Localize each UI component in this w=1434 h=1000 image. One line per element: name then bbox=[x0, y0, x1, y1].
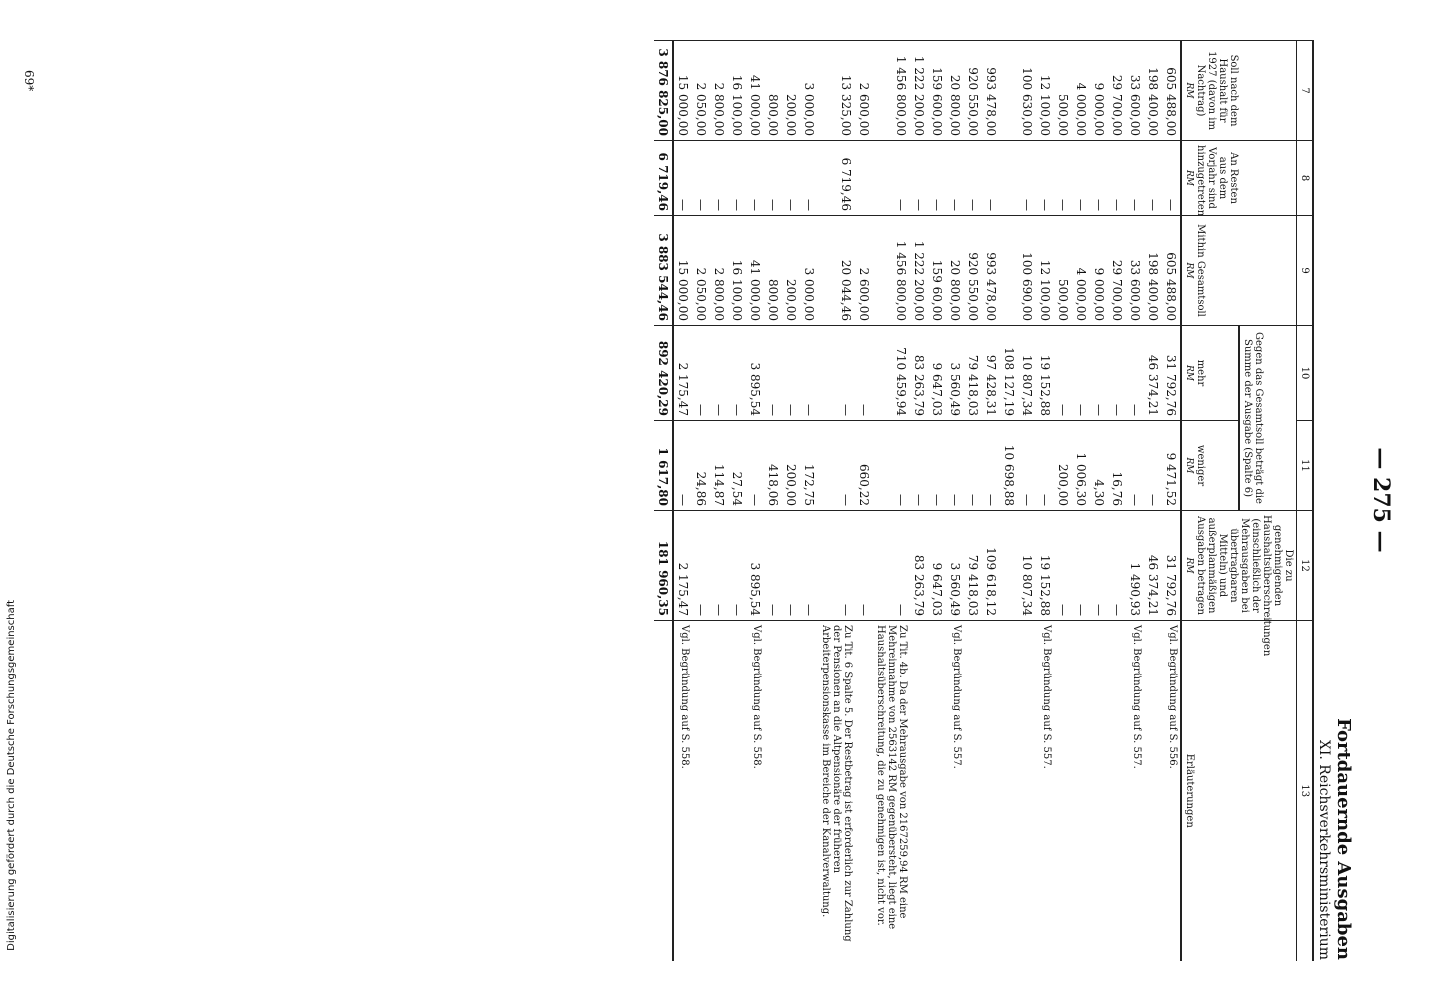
table-row bbox=[800, 41, 818, 961]
table-cell bbox=[1000, 41, 1018, 141]
table-row bbox=[910, 41, 928, 961]
header-weniger: weniger RM bbox=[1181, 421, 1239, 511]
table-cell: — bbox=[1072, 141, 1090, 216]
table-row bbox=[1036, 41, 1054, 961]
table-cell: 605 488,00 bbox=[1162, 216, 1181, 326]
table-cell: 605 488,00 bbox=[1162, 41, 1181, 141]
table-row bbox=[746, 41, 764, 961]
table-cell: 29 700,00 bbox=[1108, 216, 1126, 326]
total-cell: 1 617,80 bbox=[654, 421, 673, 511]
page-signature: 69* bbox=[22, 70, 36, 92]
table-cell: — bbox=[1144, 141, 1162, 216]
table-cell: 29 700,00 bbox=[1108, 41, 1126, 141]
table-cell: 159 600,00 bbox=[928, 41, 946, 141]
section-title: Fortdauernde Ausgaben bbox=[1333, 718, 1354, 960]
table-cell: — bbox=[1108, 511, 1126, 621]
table-cell: 159 60,00 bbox=[928, 216, 946, 326]
table-cell: 41 000,00 bbox=[746, 216, 764, 326]
budget-table bbox=[654, 40, 1314, 961]
table-cell: — bbox=[782, 326, 800, 421]
table-cell: 20 800,00 bbox=[946, 216, 964, 326]
table-cell: 800,00 bbox=[764, 216, 782, 326]
table-row bbox=[1090, 41, 1108, 961]
table-row bbox=[982, 41, 1000, 961]
table-cell: 200,00 bbox=[1054, 421, 1072, 511]
table-cell: — bbox=[764, 511, 782, 621]
table-cell: 9 647,03 bbox=[928, 511, 946, 621]
table-cell: 20 800,00 bbox=[946, 41, 964, 141]
table-cell: 4 000,00 bbox=[1072, 216, 1090, 326]
table-cell: Zu Tit. 4b. Da der Mehrausgabe von 2167259,94 RM eine Mehreinnahme von 2563142 RM gegenübersteht, liegt eine Haushaltsüberschreitung, die zu genehmigen ist, nicht vor. bbox=[873, 621, 910, 961]
table-cell: — bbox=[764, 326, 782, 421]
table-cell bbox=[910, 621, 928, 961]
table-row bbox=[710, 41, 728, 961]
table-cell: 19 152,88 bbox=[1036, 326, 1054, 421]
table-cell: Vgl. Begründung auf S. 557. bbox=[1036, 621, 1054, 961]
header-reste: An Resten aus dem Vorjahr sind hinzugetreten RM bbox=[1181, 141, 1297, 216]
table-cell: 97 428,31 bbox=[982, 326, 1000, 421]
table-cell: 4,30 bbox=[1090, 421, 1108, 511]
table-cell bbox=[1090, 621, 1108, 961]
table-cell: 2 175,47 bbox=[673, 511, 692, 621]
table-cell: 20 044,46 bbox=[818, 216, 855, 326]
table-cell bbox=[1144, 621, 1162, 961]
table-row bbox=[673, 41, 692, 961]
table-cell: — bbox=[1090, 141, 1108, 216]
table-row bbox=[818, 41, 855, 961]
table-cell: — bbox=[710, 141, 728, 216]
table-cell: Vgl. Begründung auf S. 557. bbox=[946, 621, 964, 961]
table-cell: — bbox=[1126, 326, 1144, 421]
page-number: — 275 — bbox=[1368, 447, 1394, 553]
table-cell: Vgl. Begründung auf S. 557. bbox=[1126, 621, 1144, 961]
table-cell: — bbox=[910, 141, 928, 216]
table-cell: — bbox=[873, 141, 910, 216]
table-cell: 4 000,00 bbox=[1072, 41, 1090, 141]
table-cell: — bbox=[818, 511, 855, 621]
table-cell: 660,22 bbox=[855, 421, 873, 511]
table-cell: — bbox=[910, 421, 928, 511]
table-cell: 109 618,12 bbox=[982, 511, 1000, 621]
table-cell: — bbox=[673, 421, 692, 511]
table-cell: — bbox=[1108, 141, 1126, 216]
table-cell: 13 325,00 bbox=[818, 41, 855, 141]
table-cell: — bbox=[818, 421, 855, 511]
table-cell: — bbox=[764, 141, 782, 216]
table-row bbox=[1072, 41, 1090, 961]
table-cell: — bbox=[855, 326, 873, 421]
header-soll: Soll nach dem Haushalt für 1927 (davon im Nachtrag) RM bbox=[1181, 41, 1297, 141]
table-cell: 100 630,00 bbox=[1018, 41, 1036, 141]
table-cell: 19 152,88 bbox=[1036, 511, 1054, 621]
table-cell: — bbox=[1072, 511, 1090, 621]
table-cell: 9 000,00 bbox=[1090, 216, 1108, 326]
table-cell: 198 400,00 bbox=[1144, 216, 1162, 326]
table-cell: 3 560,49 bbox=[946, 326, 964, 421]
table-cell: 993 478,00 bbox=[982, 41, 1000, 141]
table-cell: Vgl. Begründung auf S. 556. bbox=[1162, 621, 1181, 961]
ministry-title: XI. Reichsverkehrsministerium bbox=[1316, 739, 1332, 960]
table-cell: 500,00 bbox=[1054, 41, 1072, 141]
table-row bbox=[1108, 41, 1126, 961]
table-cell: — bbox=[1036, 421, 1054, 511]
table-row bbox=[1144, 41, 1162, 961]
table-cell: 16 100,00 bbox=[728, 216, 746, 326]
table-row bbox=[764, 41, 782, 961]
table-cell: — bbox=[800, 326, 818, 421]
table-row bbox=[1126, 41, 1144, 961]
table-cell bbox=[928, 621, 946, 961]
table-cell: — bbox=[873, 421, 910, 511]
column-number: 7 bbox=[1297, 41, 1314, 141]
table-cell: — bbox=[728, 326, 746, 421]
table-cell: 2 050,00 bbox=[692, 216, 710, 326]
table-cell: 3 895,54 bbox=[746, 326, 764, 421]
table-cell: — bbox=[1054, 511, 1072, 621]
table-cell: — bbox=[1072, 326, 1090, 421]
table-cell: — bbox=[728, 141, 746, 216]
table-cell bbox=[855, 141, 873, 216]
table-cell: 172,75 bbox=[800, 421, 818, 511]
table-cell: — bbox=[946, 421, 964, 511]
table-cell: 41 000,00 bbox=[746, 41, 764, 141]
table-row bbox=[873, 41, 910, 961]
table-cell bbox=[855, 621, 873, 961]
table-cell bbox=[692, 621, 710, 961]
table-cell: 920 550,00 bbox=[964, 41, 982, 141]
header-mehr: mehr RM bbox=[1181, 326, 1239, 421]
table-cell bbox=[1108, 621, 1126, 961]
table-cell: — bbox=[746, 141, 764, 216]
table-cell: 100 690,00 bbox=[1018, 216, 1036, 326]
table-cell: 31 792,76 bbox=[1162, 511, 1181, 621]
table-cell: 200,00 bbox=[782, 421, 800, 511]
table-cell: — bbox=[855, 511, 873, 621]
table-cell: 24,86 bbox=[692, 421, 710, 511]
table-cell bbox=[1000, 216, 1018, 326]
table-cell bbox=[1000, 511, 1018, 621]
table-cell: 200,00 bbox=[782, 216, 800, 326]
table-cell: — bbox=[928, 141, 946, 216]
table-cell: — bbox=[1090, 511, 1108, 621]
column-number: 9 bbox=[1297, 216, 1314, 326]
table-cell: 10 807,34 bbox=[1018, 511, 1036, 621]
table-cell: 920 550,00 bbox=[964, 216, 982, 326]
table-cell: — bbox=[1018, 421, 1036, 511]
table-cell: 1 490,93 bbox=[1126, 511, 1144, 621]
table-cell: 198 400,00 bbox=[1144, 41, 1162, 141]
table-cell: 500,00 bbox=[1054, 216, 1072, 326]
header-ueberschreitungen: Die zu genehmigenden Haushaltsüberschreitungen (einschließlich der Mehrausgaben bei übertragbaren Mitteln) und außerplanmäßigen Ausgaben betragen RM bbox=[1181, 511, 1297, 621]
table-cell: 83 263,79 bbox=[910, 326, 928, 421]
table-cell: — bbox=[692, 511, 710, 621]
table-row bbox=[855, 41, 873, 961]
table-cell: — bbox=[1054, 141, 1072, 216]
table-row bbox=[782, 41, 800, 961]
table-cell: 33 600,00 bbox=[1126, 41, 1144, 141]
table-cell: 2 800,00 bbox=[710, 216, 728, 326]
table-cell: — bbox=[946, 141, 964, 216]
table-cell: — bbox=[964, 141, 982, 216]
table-cell: 9 471,52 bbox=[1162, 421, 1181, 511]
table-cell: 2 050,00 bbox=[692, 41, 710, 141]
table-cell: 3 895,54 bbox=[746, 511, 764, 621]
table-cell bbox=[782, 621, 800, 961]
table-cell: 31 792,76 bbox=[1162, 326, 1181, 421]
table-row bbox=[1000, 41, 1018, 961]
table-cell: 418,06 bbox=[764, 421, 782, 511]
table-cell: — bbox=[1090, 326, 1108, 421]
table-cell: 1 456 800,00 bbox=[873, 41, 910, 141]
table-cell bbox=[1000, 141, 1018, 216]
table-body bbox=[673, 41, 1181, 961]
table-cell: — bbox=[692, 141, 710, 216]
table-cell: — bbox=[800, 511, 818, 621]
table-cell: 12 100,00 bbox=[1036, 216, 1054, 326]
table-cell: 83 263,79 bbox=[910, 511, 928, 621]
table-cell: — bbox=[982, 421, 1000, 511]
table-cell bbox=[964, 621, 982, 961]
table-cell: 1 006,30 bbox=[1072, 421, 1090, 511]
table-cell: 200,00 bbox=[782, 41, 800, 141]
table-cell: — bbox=[1036, 141, 1054, 216]
total-cell: 892 420,29 bbox=[654, 326, 673, 421]
table-row bbox=[1054, 41, 1072, 961]
table-cell: 46 374,21 bbox=[1144, 511, 1162, 621]
table-cell bbox=[728, 621, 746, 961]
table-cell: — bbox=[964, 421, 982, 511]
table-cell: 1 222 200,00 bbox=[910, 41, 928, 141]
table-cell: — bbox=[746, 421, 764, 511]
table-cell: 16 100,00 bbox=[728, 41, 746, 141]
table-cell: 6 719,46 bbox=[818, 141, 855, 216]
column-number: 10 bbox=[1297, 326, 1314, 421]
table-cell: — bbox=[928, 421, 946, 511]
table-cell: 993 478,00 bbox=[982, 216, 1000, 326]
header-gesamtsoll: Mithin Gesamtsoll RM bbox=[1181, 216, 1297, 326]
table-cell: 114,87 bbox=[710, 421, 728, 511]
table-cell: 1 456 800,00 bbox=[873, 216, 910, 326]
total-cell: 3 883 544,46 bbox=[654, 216, 673, 326]
table-cell: Zu Tit. 6 Spalte 5. Der Restbetrag ist erforderlich zur Zahlung der Pensionen an die Altpensionäre der früheren Arbeiterpensionskasse im Bereiche der Kanalverwaltung. bbox=[818, 621, 855, 961]
table-cell bbox=[982, 621, 1000, 961]
column-number: 8 bbox=[1297, 141, 1314, 216]
table-cell: 33 600,00 bbox=[1126, 216, 1144, 326]
total-row bbox=[654, 41, 673, 961]
table-cell bbox=[800, 621, 818, 961]
table-cell bbox=[1054, 621, 1072, 961]
table-cell: 46 374,21 bbox=[1144, 326, 1162, 421]
table-cell bbox=[1072, 621, 1090, 961]
table-cell: — bbox=[728, 511, 746, 621]
table-cell: — bbox=[1054, 326, 1072, 421]
digitization-note: Digitalisierung gefördert durch die Deutsche Forschungsgemeinschaft bbox=[6, 600, 17, 951]
header-difference-group: Gegen das Gesamtsoll beträgt die Summe der Ausgabe (Spalte 6) bbox=[1239, 326, 1296, 511]
table-cell: 800,00 bbox=[764, 41, 782, 141]
table-cell: 16,76 bbox=[1108, 421, 1126, 511]
header-erlaeuterungen: Erläuterungen bbox=[1181, 621, 1297, 961]
table-cell: 3 000,00 bbox=[800, 41, 818, 141]
table-cell: 710 459,94 bbox=[873, 326, 910, 421]
table-cell: 3 560,49 bbox=[946, 511, 964, 621]
table-cell: 2 175,47 bbox=[673, 326, 692, 421]
table-row bbox=[946, 41, 964, 961]
table-row bbox=[728, 41, 746, 961]
table-cell: 2 600,00 bbox=[855, 216, 873, 326]
table-cell: 27,54 bbox=[728, 421, 746, 511]
table-cell: — bbox=[1018, 141, 1036, 216]
table-cell: — bbox=[1108, 326, 1126, 421]
table-cell: — bbox=[1126, 421, 1144, 511]
table-cell: — bbox=[873, 511, 910, 621]
table-cell: 12 100,00 bbox=[1036, 41, 1054, 141]
total-cell: 6 719,46 bbox=[654, 141, 673, 216]
table-row bbox=[1018, 41, 1036, 961]
table-cell: 9 000,00 bbox=[1090, 41, 1108, 141]
column-number: 11 bbox=[1297, 421, 1314, 511]
table-row bbox=[964, 41, 982, 961]
table-cell: — bbox=[710, 511, 728, 621]
total-cell: 181 960,35 bbox=[654, 511, 673, 621]
table-cell: — bbox=[1126, 141, 1144, 216]
table-cell: 15 000,00 bbox=[673, 216, 692, 326]
table-cell: 15 000,00 bbox=[673, 41, 692, 141]
table-row bbox=[1162, 41, 1181, 961]
header-group-row bbox=[1239, 41, 1296, 961]
total-cell bbox=[654, 621, 673, 961]
table-cell: 1 222 200,00 bbox=[910, 216, 928, 326]
table-cell: — bbox=[692, 326, 710, 421]
table-cell: — bbox=[782, 141, 800, 216]
table-cell: 3 000,00 bbox=[800, 216, 818, 326]
table-cell: 79 418,03 bbox=[964, 326, 982, 421]
table-cell bbox=[764, 621, 782, 961]
table-cell: 2 600,00 bbox=[855, 41, 873, 141]
table-cell: — bbox=[673, 141, 692, 216]
column-number: 12 bbox=[1297, 511, 1314, 621]
table-row bbox=[928, 41, 946, 961]
table-cell bbox=[710, 621, 728, 961]
table-cell: 10 698,88 bbox=[1000, 421, 1018, 511]
table-cell: 2 800,00 bbox=[710, 41, 728, 141]
column-number: 13 bbox=[1297, 621, 1314, 961]
table-cell: Vgl. Begründung auf S. 558. bbox=[673, 621, 692, 961]
table-cell: 10 807,34 bbox=[1018, 326, 1036, 421]
table-cell: — bbox=[710, 326, 728, 421]
table-cell: — bbox=[782, 511, 800, 621]
table-cell: 108 127,19 bbox=[1000, 326, 1018, 421]
table-cell bbox=[1018, 621, 1036, 961]
table-cell: — bbox=[982, 141, 1000, 216]
table-cell: 79 418,03 bbox=[964, 511, 982, 621]
table-cell: — bbox=[800, 141, 818, 216]
column-number-row bbox=[1297, 41, 1314, 961]
table-row bbox=[692, 41, 710, 961]
total-cell: 3 876 825,00 bbox=[654, 41, 673, 141]
table-cell: — bbox=[1162, 141, 1181, 216]
table-cell: Vgl. Begründung auf S. 558. bbox=[746, 621, 764, 961]
table-cell: — bbox=[1144, 421, 1162, 511]
table-cell: — bbox=[818, 326, 855, 421]
table-cell: 9 647,03 bbox=[928, 326, 946, 421]
table-cell bbox=[1000, 621, 1018, 961]
